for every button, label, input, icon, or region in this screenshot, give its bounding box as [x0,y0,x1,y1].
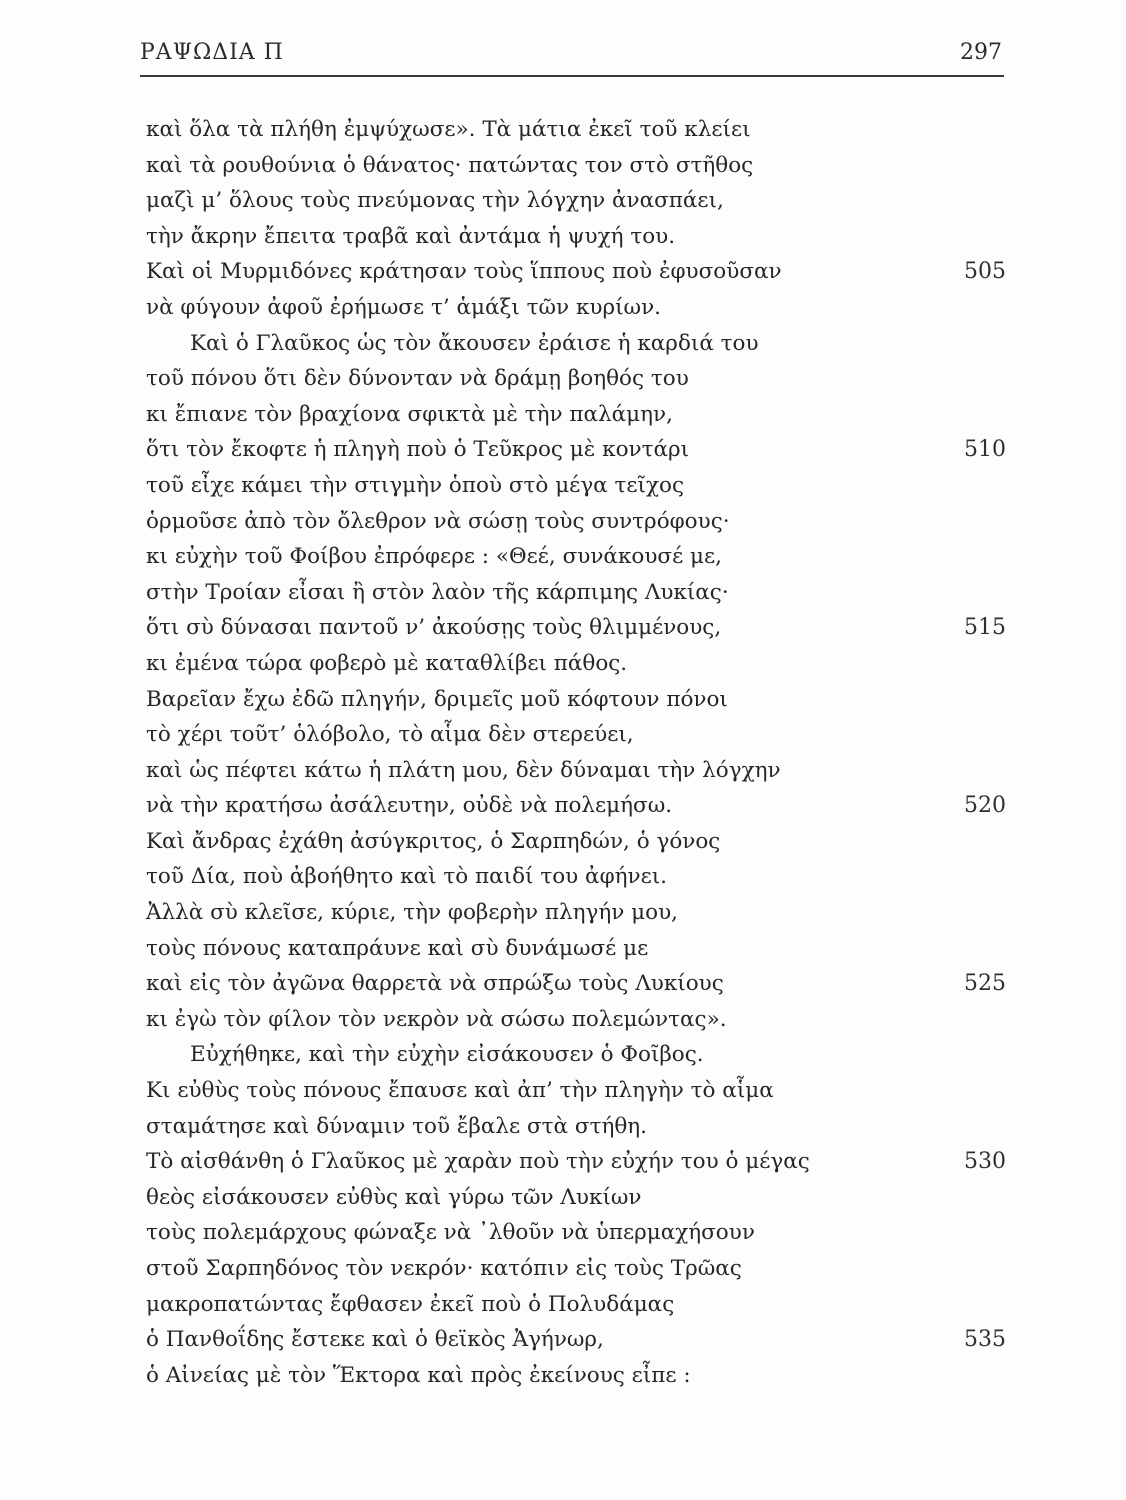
verse-text: καὶ ὡς πέφτει κάτω ἡ πλάτη μου, δὲν δύναμαι τὴν λόγχην [146,757,781,783]
line-number: 525 [964,971,1006,997]
verse-text: ὁρμοῦσε ἀπὸ τὸν ὄλεθρον νὰ σώσῃ τοὺς συντρόφους· [146,508,730,534]
verse-line [146,361,1006,397]
verse-line [146,610,1006,646]
verse-text: Εὐχήθηκε, καὶ τὴν εὐχὴν εἰσάκουσεν ὁ Φοῖβος. [190,1042,704,1068]
verse-text: τοὺς πόνους καταπράυνε καὶ σὺ δυνάμωσέ με [146,935,649,961]
verse-line [146,717,1006,753]
verse-text: τοὺς πολεμάρχους φώναξε νὰ ᾽λθοῦν νὰ ὑπερμαχήσουν [146,1220,755,1246]
header-rule [140,75,1004,77]
verse-text: κι ἔπιανε τὸν βραχίονα σφικτὰ μὲ τὴν παλάμην, [146,401,673,427]
running-title: ΡΑΨΩΔΙΑ Π [140,40,284,65]
verse-line [146,432,1006,468]
verse-line [146,753,1006,789]
verse-text: τοῦ Δία, ποὺ ἀβοήθητο καὶ τὸ παιδί του ἀφήνει. [146,864,667,890]
verse-line [146,1109,1006,1145]
page-number: 297 [960,40,1002,65]
verse-text: ὅτι σὺ δύνασαι παντοῦ ν’ ἀκούσῃς τοὺς θλιμμένους, [146,615,722,641]
verse-line [146,824,1006,860]
line-number: 535 [964,1327,1006,1353]
verse-text: Βαρεῖαν ἔχω ἐδῶ πληγήν, δριμεῖς μοῦ κόφτουν πόνοι [146,686,728,712]
verse-text: ὁ Πανθοΐδης ἔστεκε καὶ ὁ θεϊκὸς Ἀγήνωρ, [146,1327,604,1353]
verse-line [146,1322,1006,1358]
verse-text: τὸ χέρι τοῦτ’ ὁλόβολο, τὸ αἷμα δὲν στερεύει, [146,722,634,748]
verse-text: νὰ τὴν κρατήσω ἀσάλευτην, οὐδὲ νὰ πολεμήσω. [146,793,673,819]
line-number: 515 [964,615,1006,641]
verse-line [146,859,1006,895]
verse-line [146,1287,1006,1323]
verse-text: κι ἐμένα τώρα φοβερὸ μὲ καταθλίβει πάθος. [146,650,628,676]
verse-line [146,326,1006,362]
verse-text: καὶ εἰς τὸν ἀγῶνα θαρρετὰ νὰ σπρώξω τοὺς Λυκίους [146,971,724,997]
verse-text: τοῦ εἶχε κάμει τὴν στιγμὴν ὁποὺ στὸ μέγα τεῖχος [146,472,684,498]
poem-text [146,112,1006,1393]
verse-text: Ἀλλὰ σὺ κλεῖσε, κύριε, τὴν φοβερὴν πληγήν μου, [146,900,678,926]
verse-line [146,646,1006,682]
verse-line [146,575,1006,611]
verse-line [146,112,1006,148]
line-number: 530 [964,1149,1006,1175]
verse-line [146,1358,1006,1394]
verse-line [146,468,1006,504]
verse-text: σταμάτησε καὶ δύναμιν τοῦ ἔβαλε στὰ στήθη. [146,1113,647,1139]
verse-text: νὰ φύγουν ἀφοῦ ἐρήμωσε τ’ ἁμάξι τῶν κυρίων. [146,294,661,320]
verse-text: στὴν Τροίαν εἶσαι ἢ στὸν λαὸν τῆς κάρπιμης Λυκίας· [146,579,729,605]
line-number: 510 [964,437,1006,463]
verse-text: ὁ Αἰνείας μὲ τὸν Ἕκτορα καὶ πρὸς ἐκείνους εἶπε : [146,1362,691,1388]
verse-text: στοῦ Σαρπηδόνος τὸν νεκρόν· κατόπιν εἰς τοὺς Τρῶας [146,1256,742,1281]
verse-text: τὴν ἄκρην ἔπειτα τραβᾶ καὶ ἀντάμα ἡ ψυχή του. [146,223,676,249]
verse-text: μαζὶ μ’ ὅλους τοὺς πνεύμονας τὴν λόγχην ἀνασπάει, [146,188,724,214]
verse-line [146,1144,1006,1180]
running-head [140,40,1002,70]
verse-line [146,788,1006,824]
verse-line [146,254,1006,290]
verse-line [146,1037,1006,1073]
verse-text: Καὶ οἱ Μυρμιδόνες κράτησαν τοὺς ἵππους ποὺ ἐφυσοῦσαν [146,259,782,285]
verse-text: καὶ ὅλα τὰ πλήθη ἐμψύχωσε». Τὰ μάτια ἐκεῖ τοῦ κλείει [146,117,751,142]
verse-line [146,1002,1006,1038]
line-number: 520 [964,793,1006,819]
verse-line [146,290,1006,326]
verse-text: Τὸ αἰσθάνθη ὁ Γλαῦκος μὲ χαρὰν ποὺ τὴν εὐχήν του ὁ μέγας [146,1149,810,1175]
verse-text: θεὸς εἰσάκουσεν εὐθὺς καὶ γύρω τῶν Λυκίων [146,1184,642,1210]
verse-line [146,1073,1006,1109]
verse-line [146,504,1006,540]
verse-text: τοῦ πόνου ὅτι δὲν δύνονταν νὰ δράμῃ βοηθός του [146,366,689,392]
verse-line [146,1180,1006,1216]
verse-line [146,219,1006,255]
verse-line [146,148,1006,184]
verse-text: ὅτι τὸν ἔκοφτε ἡ πληγὴ ποὺ ὁ Τεῦκρος μὲ κοντάρι [146,437,690,463]
verse-line [146,1215,1006,1251]
verse-text: καὶ τὰ ρουθούνια ὁ θάνατος· πατώντας τον στὸ στῆθος [146,152,754,178]
verse-text: Κι εὐθὺς τοὺς πόνους ἔπαυσε καὶ ἀπ’ τὴν πληγὴν τὸ αἷμα [146,1078,774,1104]
verse-text: κι ἐγὼ τὸν φίλον τὸν νεκρὸν νὰ σώσω πολεμώντας». [146,1006,727,1032]
verse-line [146,397,1006,433]
verse-line [146,183,1006,219]
verse-line [146,931,1006,967]
verse-line [146,1251,1006,1287]
line-number: 505 [964,259,1006,285]
verse-line [146,966,1006,1002]
verse-text: κι εὐχὴν τοῦ Φοίβου ἐπρόφερε : «Θεέ, συνάκουσέ με, [146,544,722,570]
verse-line [146,539,1006,575]
verse-line [146,682,1006,718]
verse-text: Καὶ ἄνδρας ἐχάθη ἀσύγκριτος, ὁ Σαρπηδών, ὁ γόνος [146,828,721,854]
verse-text: μακροπατώντας ἔφθασεν ἐκεῖ ποὺ ὁ Πολυδάμας [146,1291,675,1317]
verse-line [146,895,1006,931]
verse-text: Καὶ ὁ Γλαῦκος ὡς τὸν ἄκουσεν ἐράισε ἡ καρδιά του [190,330,759,356]
